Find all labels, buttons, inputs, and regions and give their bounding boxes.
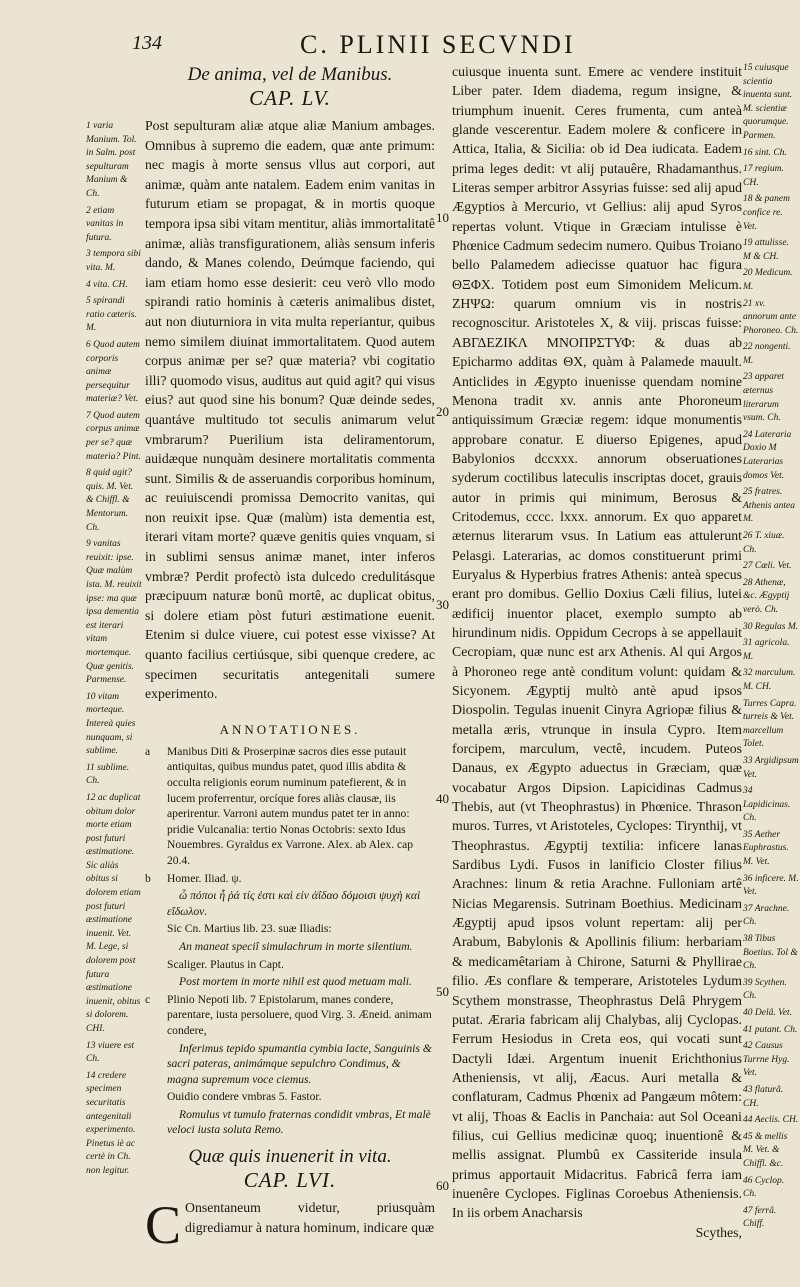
chapter-label-lv: CAP. LV. — [249, 86, 331, 110]
section-heading-de-anima: De anima, vel de Manibus. — [187, 64, 393, 85]
margin-note-right: 30 Regulas M. — [743, 621, 799, 632]
margin-note-right: 39 Scythen. Ch. — [743, 977, 787, 1002]
annotation-entry — [145, 1041, 435, 1088]
margin-note-right: 31 agricola. M. — [743, 638, 790, 662]
margin-note-left: 4 vita. CH. — [86, 279, 128, 290]
margin-note-right: 20 Medicum. M. — [743, 268, 793, 292]
margin-note-right: 23 apparet æternus literarum vsum. Ch. — [743, 372, 785, 424]
annotation-entry — [145, 974, 435, 990]
annotation-entry — [145, 921, 435, 937]
annotation-text: Scaliger. Plautus in Capt. — [167, 957, 284, 971]
margin-note-left: 7 Quod autem corpus animæ per se? quæ materia? Pint. — [86, 410, 141, 462]
margin-note-right: 44 Aeclis. CH. — [743, 1115, 799, 1126]
annotation-text: Inferimus tepido spumantia cymbia lacte, Sanguinis & sacri pateras, animámque sepulchro Condimus, & magna supremum voce ciemus. — [167, 1041, 432, 1086]
line-number: 30 — [436, 597, 449, 612]
margin-note-right: 32 marculum. M. CH. — [743, 668, 796, 692]
margin-note-left: 5 spirandi ratio cæteris. M. — [86, 296, 137, 334]
margin-note-left: 8 quid agit? quis. M. Vet. & Chiffl. & Mentorum. Ch. — [86, 468, 134, 533]
margin-note-right: 24 Lateraria Doxio M Laterarias domos Vet. — [743, 429, 792, 481]
annotation-entry — [145, 939, 435, 955]
annotations-heading: ANNOTATIONES. — [219, 721, 361, 737]
chapter-lv-text: Post sepulturam aliæ atque aliæ Manium ambages. Omnibus à supremo die eadem, quæ ante primum: nec magis à morte sensus vllus aut corpori, aut animæ, quàm ante natalem. Eadem enim vanitas in futurum etiam se propagat, & in mortis quoque tempora ipsa sibi vitam mentitur, aliàs immortalitatê animæ, aliàs transfigurationem, aliàs sensum inferis dando, & Manes colendo, Deúmque faciendo, qui iam etiam homo esse desierit: ceu verò vllo modo spirandi ratio hominis à cæteris animalibus distet, aut non diuturniora in vita multa reperiantur, quibus nemo similem diuinat immortalitatem. Quod autem corpus animæ per se? quæ materia? vbi cogitatio illi? quomodo visus, auditus aut quid agit? qui visus eius? aut quod sine his bonum? Quæ deinde sedes, quantáve multitudo tot seculis animarum velut vmbrarum? Puerilium ista deliramentorum, auidæque nunquàm desinere mortalitatis commenta sunt. Similis & de asseruandis corporibus hominum, ac reuiuiscendi promissa Democrito vanitas, qui non reuixit ipse. Quæ (malùm) ista dementia est, iterari vitam morte? quæve genitis quies vnquam, si in sublimi sensus animæ manet, inter inferos vmbræ? Perdit profectò ista dulcedo credulitásque præcipuum naturæ bonû mortê, ac duplicat obitus, si dolere etiam pòst futuri æstimatione euenit. Etenim si dulce viuere, cui potest esse vixisse? At quanto facilius certiúsque, sibi quenque credere, ac specimen securitatis antegenitali sumere experimento. — [145, 118, 435, 702]
annotation-text: Manibus Diti & Proserpinæ sacros dies esse putauit antiquitas, quibus mundus patet, quod illis abdita & occulta religionis eorum numinum patefierent, & in lucem proferrentur, orcíque fores aliàs clausæ, iis aperirentur. Varroni autem mundus patet ter in anno: pridie Vulcanalia: tertio Nonas Octobris: sexto Idus Nouembres. Gyraldus ex Varrone. Alex. ab Alex. cap 20.4. — [167, 744, 414, 867]
annotation-text: Plinio Nepoti lib. 7 Epistolarum, manes condere, parentare, iusta persoluere, quod Virg. 3. Æneid. animam condere, — [167, 992, 432, 1037]
annotation-entry — [145, 1089, 435, 1105]
annotation-text: ὦ πόποι ἦ ῥά τίς ἐστι καὶ εἰν ἀΐδαο δόμοισι ψυχὴ καὶ εἴδωλον. — [167, 889, 421, 918]
margin-note-right: 42 Causus Turrne Hyg. Vet. — [743, 1041, 790, 1079]
margin-note-right: 43 flaturâ. CH. — [743, 1084, 784, 1109]
margin-note-right: 18 & panem confice re. Vet. — [743, 194, 790, 232]
chapter-label-lvi: CAP. LVI. — [243, 1168, 337, 1193]
margin-note-right: Turres Capra. turreis & Vet. marcellum Tolet. — [743, 698, 797, 750]
annotations-list — [145, 744, 435, 1138]
margin-note-right: 19 attulisse. M & CH. — [743, 238, 789, 262]
margin-note-right: 27 Cæli. Vet. — [743, 561, 792, 572]
left-margin-notes — [86, 120, 142, 1182]
margin-note-right: 47 ferrâ. Chiff. — [743, 1205, 777, 1230]
annotation-text: Homer. Iliad. ψ. — [167, 871, 242, 885]
right-column — [452, 62, 742, 1242]
margin-note-left: 2 etiam vanitas in futura. — [86, 205, 124, 243]
margin-note-left: 10 vitam morteque. Intereà quies nunquam, si sublime. — [86, 691, 136, 757]
margin-note-right: 22 nongenti. M. — [743, 342, 791, 366]
margin-note-right: 45 & mellis M. Vet. & Chiffl. &c. — [743, 1131, 788, 1169]
margin-note-right: 28 Athenæ, &c. Ægyptij verò. Ch. — [743, 577, 790, 615]
margin-note-right: 26 T. xiuæ. Ch. — [743, 531, 785, 555]
annotation-entry — [145, 992, 435, 1039]
margin-note-right: 33 Argidipsum Vet. — [743, 755, 799, 780]
margin-note-left: 9 vanitas reuixit: ipse. Quæ malùm ista. M. reuixit ipse: ma quæ ipsa dementia est iterari vitam mortemque. Quæ genitis. Parmense. — [86, 539, 142, 686]
margin-note-left: 12 ac duplicat obitum dolor morte etiam post futuri æstimatione. Sic aliàs obitus si dolorem etiam post futuri æstimatione inuenit. Vet. M. Lege, si dolorem post futura æstimatione inuenit, obitus si dolorem. CHI. — [86, 792, 141, 1034]
margin-note-right: 40 Delâ. Vet. — [743, 1008, 793, 1018]
annotation-entry — [145, 871, 435, 887]
margin-note-right: 25 fratres. Athenis antea M. — [743, 487, 795, 525]
margin-note-right: 34 Lapidicinas. Ch. — [743, 786, 791, 824]
margin-note-right: 35 Aether Euphrastus. M. Vet. — [743, 829, 789, 868]
annotation-entry — [145, 1107, 435, 1138]
right-column-text: cuiusque inuenta sunt. Emere ac vendere instituit Liber pater. Idem diadema, regum insigne, & triumphum inuenit. Ceres frumenta, cum anteà glande vescerentur. Eadem molere & conficere in Attica, Italia, & Sicilia: ob id Dea iudicata. Eadem prima leges dedit: vt alij putauêre, Rhadamanthus. Literas semper arbitror Assyrias fuisse: sed alij apud Ægyptios à Mercurio, vt Gellius: alij apud Syros repertas volunt. Vtique in Græciam intulisse è Phœnice Cadmum sedecim numero. Quibus Troiano bello Palamedem adiecisse quatuor hac figura ΘΞΦΧ. Totidem post eum Simonidem Melicum. ΖΗΨΩ: quarum omnium vis in nostris recognoscitur. Aristoteles X, & viij. priscas fuisse: ΑΒΓΔΕΖΙΚΛ ΜΝΟΠΡΣΤΥΦ: & duas ab Epicharmo additas ΘΧ, quàm à Palamede mauult. Anticlides in Ægypto inuenisse quendam nomine Menona tradit xv. annis ante Phoroneum antiquissimum Græciæ regem: idque monumentis approbare conatur. E diuerso Epigenes, apud Babylonios dccxxx. annorum obseruationes syderum coctilibus lateculis inscriptas docet, grauis autor in primis qui minimum, Berosus & Critodemus, cccc. lxxx. annorum. Ex quo apparet æternus literarum vsus. In Latium eas attulerunt Pelasgi. Laterarias, ac domos constituerunt primi Euryalus & Hyperbius fratres Athenis: anteà specus erant pro domibus. Gellio Doxius Cæli filius, lutei ædificij inuentor placet, exemplo sumpto ab hirundinum nidis. Oppidum Cecrops à se appellauit Cecropiam, quæ nunc est arx Athenis. Al qui Argos à Phoroneo rege antè conditum volunt: quidam & Sicyonem. Ægyptij multò antè apud ipsos Diospolin. Tegulas inuenit Cinyra Agriopæ filius & metalla æris, vtrunque in insula Cypro. Item forcipem, marculum, vectê, incudem. Puteos Danaus, ex Ægypto aduectus in Græciam, quæ vocabatur Argos Dipsion. Lapicidinas Cadmus Thebis, aut (vt Theophrastus) in Phœnice. Thrason muros. Turres, vt Aristoteles, Cyclopes: Tirynthij, vt Theophrastus. Ægyptij textilia: inficere lanas Sardibus Lydi. Fusos in lanificio Closter filius Arachnes: linum & retia Arachne. Fulloniam artê Nicias Megarensis. Sutrinam Boethius. Medicinam Ægyptij apud ipsos volunt repertam: alij per Arabum, Babylonis & Apollinis filium: herbariam & medicamêtariam à Chirone, Saturni & Phyllirae filio. Æs conflare & temperare, Aristoteles Lydum Scythem monstrasse, Theophrastus Delâ Phrygem putat. Æraria fabricam alij Chalybas, alij Cyclopas. Ferrum Hesiodus in Creta eos, qui vocati sunt Dactyli Idæi. Argentum inuenit Erichthonius Atheniensis, vt alij, Æacus. Auri metalla & conflaturam, Cadmus Phœnix ad Pangæum môtem: vt alij, Thoas & Eaclis in Panchaia: aut Sol Oceani filius, cui Gellius medicinæ quoq; inuentionê & mellis assignat. Plumbû ex Cassiteride insula primus apportauit Midacritus. Fabricâ ferra iam inuenêre Cyclopes. Figlinas Coroebus Atheniensis. In iis orbem Anacharsis — [452, 64, 742, 1221]
annotation-entry — [145, 888, 435, 919]
section-heading-inuenerit: Quæ quis inuenerit in vita. — [188, 1146, 392, 1168]
margin-note-right: 37 Arachne. Ch. — [743, 903, 790, 928]
page-number: 134 — [132, 32, 162, 54]
chapter-lvi-text — [145, 1195, 435, 1256]
annotation-label: c — [145, 992, 151, 1006]
annotation-text: An maneat speciî simulachrum in morte silentium. — [179, 939, 413, 953]
line-number: 50 — [436, 984, 449, 999]
line-number: 40 — [436, 790, 449, 806]
annotation-label: b — [145, 871, 151, 885]
margin-note-left: 11 sublime. Ch. — [86, 762, 130, 787]
margin-note-right: 15 cuiusque scientia inuenta sunt. M. scientiæ quorumque. Parmen. — [743, 63, 793, 141]
chapter-lvi-opening: Onsentaneum videtur, priusquàm digrediamur à natura hominum, indicare quæ — [185, 1200, 435, 1235]
annotation-label: a — [145, 744, 151, 758]
margin-note-right: 21 xv. annorum ante Phoroneo. Ch. — [743, 298, 799, 336]
right-margin-notes — [743, 62, 799, 1235]
annotation-text: Ouidio condere vmbras 5. Fastor. — [167, 1090, 322, 1104]
margin-note-left: 6 Quod autem corporis animæ persequitur materiæ? Vet. — [86, 339, 140, 405]
margin-note-left: 3 tempora sibi vita. M. — [86, 249, 141, 273]
margin-note-right: 41 putant. Ch. — [743, 1024, 798, 1035]
annotation-entry — [145, 957, 435, 973]
margin-note-right: 36 inficere. M. Vet. — [743, 873, 799, 898]
catchword: Scythes, — [695, 1224, 742, 1240]
margin-note-left: 13 viuere est Ch. — [86, 1040, 135, 1065]
drop-capital: C — [145, 1195, 182, 1256]
running-title: C. PLINII SECVNDI — [300, 30, 576, 59]
margin-note-left: 1 varia Manium. Tol. in Salm. post sepulturam Manium & Ch. — [86, 121, 137, 199]
annotation-text: Romulus vt tumulo fraternas condidit vmbras, Et malè veloci iusta soluta Remo. — [167, 1107, 431, 1137]
margin-note-right: 16 sint. Ch. — [743, 147, 787, 158]
margin-note-right: 46 Cyclop. Ch. — [743, 1175, 785, 1200]
running-head — [0, 30, 800, 66]
annotation-entry — [145, 744, 435, 869]
left-column — [145, 64, 435, 1256]
annotation-text: Post mortem in morte nihil est quod metuam mali. — [179, 975, 412, 989]
margin-note-right: 17 regium. CH. — [743, 164, 784, 188]
margin-note-left: 14 credere specimen securitatis antegenitali experimento. Pinetus iè ac certè in Ch. non legitur. — [86, 1070, 136, 1176]
annotation-text: Sic Cn. Martius lib. 23. suæ Iliadis: — [167, 922, 332, 936]
line-number: 60 — [436, 1177, 449, 1193]
line-number: 20 — [436, 403, 449, 419]
margin-note-right: 38 Tibus Boetius. Tol & Ch. — [743, 934, 798, 972]
line-number: 10 — [436, 210, 449, 225]
